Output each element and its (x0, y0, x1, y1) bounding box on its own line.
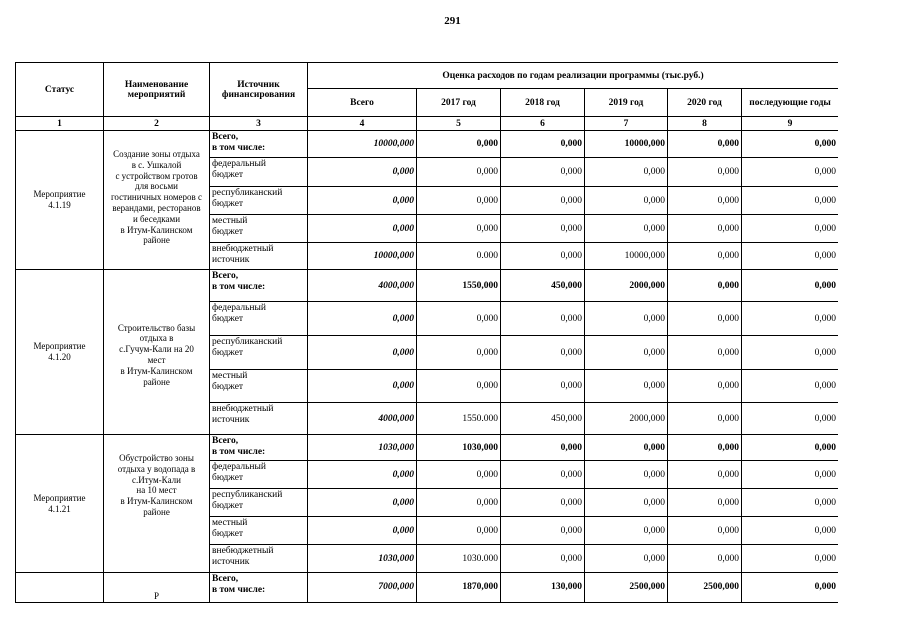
amount-year-cell: 10000,000 (585, 131, 668, 158)
amount-total-cell: 0,000 (308, 158, 417, 187)
amount-year-cell: 0,000 (668, 302, 742, 336)
column-index: 8 (668, 117, 742, 131)
amount-total-cell: 0,000 (308, 489, 417, 517)
amount-year-cell: 0,000 (417, 131, 501, 158)
table-row (16, 131, 839, 158)
amount-year-cell: 0,000 (501, 336, 585, 370)
amount-year-cell: 0,000 (417, 215, 501, 243)
amount-year-cell: 0,000 (501, 517, 585, 545)
amount-year-cell: 0,000 (501, 489, 585, 517)
amount-year-cell: 0,000 (417, 461, 501, 489)
amount-year-cell: 1550,000 (417, 270, 501, 302)
amount-year-cell: 0,000 (585, 370, 668, 403)
amount-total-cell: 0,000 (308, 370, 417, 403)
event-name-cell: Обустройство зоны отдыха у водопада в с.Итум-Кали на 10 мест в Итум-Калинском районе (104, 435, 210, 573)
funding-source-cell: внебюджетный источник (210, 243, 308, 270)
column-index: 3 (210, 117, 308, 131)
amount-year-cell: 0,000 (417, 489, 501, 517)
amount-year-cell: 0,000 (668, 461, 742, 489)
amount-year-cell: 0,000 (585, 435, 668, 461)
table-row (16, 270, 839, 302)
funding-source-cell: федеральный бюджет (210, 302, 308, 336)
table-row (16, 435, 839, 461)
amount-year-cell: 0,000 (585, 302, 668, 336)
funding-source-cell: республиканский бюджет (210, 336, 308, 370)
amount-year-cell: 0,000 (501, 370, 585, 403)
amount-year-cell: 0,000 (417, 158, 501, 187)
amount-year-cell: 0,000 (742, 461, 839, 489)
status-cell: Мероприятие 4.1.20 (16, 270, 104, 435)
amount-year-cell: 0,000 (501, 545, 585, 573)
amount-year-cell: 130,000 (501, 573, 585, 603)
amount-total-cell: 0,000 (308, 336, 417, 370)
amount-total-cell: 1030,000 (308, 435, 417, 461)
funding-source-cell: местный бюджет (210, 370, 308, 403)
amount-year-cell: 0,000 (585, 187, 668, 215)
amount-year-cell: 0,000 (742, 158, 839, 187)
amount-total-cell: 0,000 (308, 302, 417, 336)
budget-table-container (15, 62, 838, 607)
amount-year-cell: 0,000 (585, 461, 668, 489)
amount-year-cell: 0,000 (742, 187, 839, 215)
column-index: 5 (417, 117, 501, 131)
amount-total-cell: 0,000 (308, 461, 417, 489)
amount-year-cell: 0,000 (742, 243, 839, 270)
header-estimate: Оценка расходов по годам реализации программы (тыс.руб.) (308, 63, 839, 89)
column-index: 9 (742, 117, 839, 131)
header-status: Статус (16, 63, 104, 117)
table-body (16, 131, 839, 603)
header-source: Источник финансирования (210, 63, 308, 117)
event-name-cell: Р (104, 573, 210, 603)
status-cell (16, 573, 104, 603)
amount-year-cell: 0,000 (501, 215, 585, 243)
funding-source-cell: внебюджетный источник (210, 403, 308, 435)
column-index: 2 (104, 117, 210, 131)
amount-total-cell: 4000,000 (308, 403, 417, 435)
amount-total-cell: 0,000 (308, 187, 417, 215)
funding-source-cell: федеральный бюджет (210, 461, 308, 489)
header-total: Всего (308, 89, 417, 117)
amount-year-cell: 2000,000 (585, 270, 668, 302)
amount-year-cell: 0,000 (417, 302, 501, 336)
amount-year-cell: 0,000 (668, 403, 742, 435)
funding-source-cell: Всего, в том числе: (210, 131, 308, 158)
funding-source-cell: Всего, в том числе: (210, 270, 308, 302)
funding-source-cell: республиканский бюджет (210, 187, 308, 215)
amount-year-cell: 0,000 (668, 131, 742, 158)
amount-year-cell: 0,000 (742, 336, 839, 370)
amount-year-cell: 0,000 (742, 403, 839, 435)
funding-source-cell: федеральный бюджет (210, 158, 308, 187)
amount-total-cell: 0,000 (308, 215, 417, 243)
event-name-cell: Строительство базы отдыха в с.Гучум-Кали на 20 мест в Итум-Калинском районе (104, 270, 210, 435)
amount-year-cell: 0,000 (742, 370, 839, 403)
amount-year-cell: 0,000 (585, 336, 668, 370)
funding-source-cell: республиканский бюджет (210, 489, 308, 517)
amount-year-cell: 0,000 (742, 573, 839, 603)
page-number: 291 (444, 15, 461, 27)
amount-year-cell: 0,000 (501, 158, 585, 187)
status-cell: Мероприятие 4.1.21 (16, 435, 104, 573)
status-cell: Мероприятие 4.1.19 (16, 131, 104, 270)
funding-source-cell: внебюджетный источник (210, 545, 308, 573)
header-2020: 2020 год (668, 89, 742, 117)
amount-year-cell: 2500,000 (585, 573, 668, 603)
funding-source-cell: местный бюджет (210, 517, 308, 545)
amount-year-cell: 0,000 (668, 243, 742, 270)
amount-year-cell: 450,000 (501, 270, 585, 302)
amount-total-cell: 10000,000 (308, 131, 417, 158)
amount-year-cell: 0,000 (501, 131, 585, 158)
header-2019: 2019 год (585, 89, 668, 117)
amount-year-cell: 0,000 (668, 336, 742, 370)
amount-year-cell: 0,000 (417, 370, 501, 403)
amount-year-cell: 0,000 (668, 270, 742, 302)
amount-year-cell: 1030.000 (417, 545, 501, 573)
amount-year-cell: 450,000 (501, 403, 585, 435)
amount-total-cell: 1030,000 (308, 545, 417, 573)
header-name: Наименование мероприятий (104, 63, 210, 117)
amount-year-cell: 0,000 (501, 187, 585, 215)
amount-year-cell: 0,000 (742, 545, 839, 573)
amount-year-cell: 0,000 (585, 158, 668, 187)
amount-year-cell: 0,000 (668, 435, 742, 461)
amount-total-cell: 7000,000 (308, 573, 417, 603)
amount-year-cell: 0,000 (742, 215, 839, 243)
budget-table (15, 62, 838, 603)
amount-year-cell: 0,000 (668, 545, 742, 573)
amount-year-cell: 0,000 (417, 336, 501, 370)
amount-year-cell: 0,000 (742, 435, 839, 461)
amount-year-cell: 0,000 (668, 489, 742, 517)
amount-year-cell: 0,000 (668, 187, 742, 215)
amount-total-cell: 0,000 (308, 517, 417, 545)
funding-source-cell: местный бюджет (210, 215, 308, 243)
amount-year-cell: 0,000 (417, 517, 501, 545)
table-row (16, 573, 839, 603)
amount-year-cell: 0,000 (742, 302, 839, 336)
amount-year-cell: 0,000 (668, 517, 742, 545)
amount-year-cell: 1870,000 (417, 573, 501, 603)
amount-year-cell: 1030,000 (417, 435, 501, 461)
amount-year-cell: 2000,000 (585, 403, 668, 435)
column-index-row (16, 117, 839, 131)
funding-source-cell: Всего, в том числе: (210, 573, 308, 603)
column-index: 1 (16, 117, 104, 131)
column-index: 7 (585, 117, 668, 131)
header-later: последующие годы (742, 89, 839, 117)
event-name-cell: Создание зоны отдыха в с. Ушкалой с устройством гротов для восьми гостиничных номеров с верандами, ресторанов и беседками в Итум-Калинском районе (104, 131, 210, 270)
amount-year-cell: 0,000 (742, 517, 839, 545)
amount-year-cell: 0,000 (501, 461, 585, 489)
amount-year-cell: 0,000 (668, 215, 742, 243)
amount-year-cell: 0,000 (668, 370, 742, 403)
amount-total-cell: 10000,000 (308, 243, 417, 270)
amount-year-cell: 0,000 (501, 243, 585, 270)
amount-year-cell: 0,000 (417, 187, 501, 215)
amount-total-cell: 4000,000 (308, 270, 417, 302)
amount-year-cell: 1550.000 (417, 403, 501, 435)
column-index: 6 (501, 117, 585, 131)
amount-year-cell: 0,000 (585, 489, 668, 517)
amount-year-cell: 0,000 (585, 545, 668, 573)
header-2018: 2018 год (501, 89, 585, 117)
amount-year-cell: 0,000 (668, 158, 742, 187)
amount-year-cell: 0,000 (501, 435, 585, 461)
column-index: 4 (308, 117, 417, 131)
header-2017: 2017 год (417, 89, 501, 117)
amount-year-cell: 0,000 (742, 270, 839, 302)
funding-source-cell: Всего, в том числе: (210, 435, 308, 461)
amount-year-cell: 2500,000 (668, 573, 742, 603)
amount-year-cell: 0.000 (417, 243, 501, 270)
amount-year-cell: 0,000 (585, 517, 668, 545)
amount-year-cell: 0,000 (742, 489, 839, 517)
amount-year-cell: 0,000 (585, 215, 668, 243)
amount-year-cell: 0,000 (742, 131, 839, 158)
amount-year-cell: 10000,000 (585, 243, 668, 270)
amount-year-cell: 0,000 (501, 302, 585, 336)
